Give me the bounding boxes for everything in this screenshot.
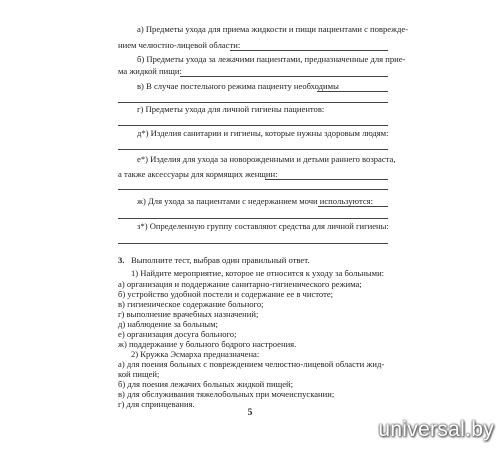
answer-line-g bbox=[118, 125, 388, 126]
answer-line-a bbox=[230, 50, 388, 51]
q2-option: б) для поения лежачих больных жидкой пищей; bbox=[118, 379, 294, 389]
q2-option: а) для поения больных с повреждением челюстно-лицевой области жид- bbox=[118, 359, 385, 369]
answer-line-e2 bbox=[118, 189, 388, 190]
answer-line-e1 bbox=[265, 179, 388, 180]
item-zh: ж) Для ухода за пациентами с недержанием мочи используются: bbox=[137, 196, 374, 206]
answer-line-v2 bbox=[118, 102, 388, 103]
q1-option: а) организация и поддержание санитарно-гигиенического режима; bbox=[118, 279, 362, 289]
item-d: д*) Изделия санитарии и гигиены, которые нужны здоровым людям: bbox=[137, 128, 389, 138]
answer-line-d bbox=[118, 149, 388, 150]
question-2: 2) Кружка Эсмарха предназначена: bbox=[131, 349, 260, 359]
q1-option: ж) поддержание у больного бодрого настроения. bbox=[118, 339, 297, 349]
item-b-line2: ма жидкой пищи: bbox=[118, 66, 182, 76]
task-intro: Выполните тест, выбрав один правильный ответ. bbox=[131, 255, 310, 265]
item-v: в) В случае постельного режима пациенту необходимы bbox=[137, 81, 339, 91]
item-e-line1: е*) Изделия для ухода за новорожденными и детьми раннего возраста, bbox=[137, 154, 396, 164]
answer-line-v1 bbox=[317, 91, 388, 92]
task-number: 3. bbox=[118, 255, 125, 265]
item-g: г) Предметы ухода для личной гигиены пациентов: bbox=[137, 104, 325, 114]
q2-option: г) для спринцевания. bbox=[118, 399, 195, 409]
q2-option: кой пищей; bbox=[118, 369, 160, 379]
answer-line-zh2 bbox=[118, 218, 388, 219]
q1-option: б) устройство удобной постели и содержание ее в чистоте; bbox=[118, 289, 334, 299]
item-a-line2: нием челюстно-лицевой области: bbox=[118, 40, 241, 50]
q1-option: д) наблюдение за больным; bbox=[118, 319, 218, 329]
answer-line-b bbox=[180, 76, 388, 77]
page-number: 5 bbox=[247, 408, 253, 418]
q1-option: г) выполнение врачебных назначений; bbox=[118, 309, 259, 319]
item-b-line1: б) Предметы ухода за лежачими пациентами, предназначенные для прие- bbox=[137, 54, 406, 64]
q1-option: в) гигиеническое содержание больного; bbox=[118, 299, 264, 309]
q1-option: е) организация досуга больного; bbox=[118, 329, 237, 339]
item-e-line2: а также аксессуары для кормящих женщин: bbox=[118, 169, 278, 179]
answer-line-z bbox=[118, 243, 388, 244]
q2-option: в) для обслуживания тяжелобольных при мочеиспускании; bbox=[118, 389, 335, 399]
question-1: 1) Найдите мероприятие, которое не относится к уходу за больными: bbox=[131, 268, 385, 278]
watermark-logo: universal.by bbox=[378, 418, 494, 441]
answer-line-zh1 bbox=[318, 206, 388, 207]
item-z: з*) Определенную группу составляют средства для личной гигиены: bbox=[137, 221, 389, 231]
item-a-line1: а) Предметы ухода для приема жидкости и пищи пациентами с поврежде- bbox=[137, 24, 409, 34]
